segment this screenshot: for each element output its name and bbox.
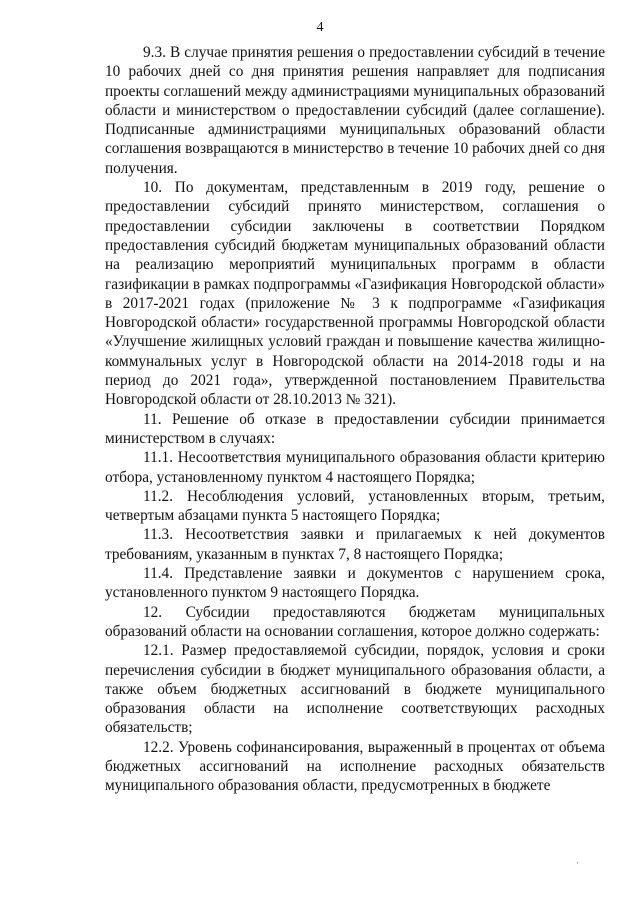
paragraph-11-3: 11.3. Несоответствия заявки и прилагаемых к ней документов требованиям, указанным в пунктах 7, 8 настоящего Порядка; xyxy=(105,526,605,563)
paragraph-11-4: 11.4. Представление заявки и документов с нарушением срока, установленного пунктом 9 настоящего Порядка. xyxy=(105,565,605,602)
paragraph-12-2: 12.2. Уровень софинансирования, выраженный в процентах от объема бюджетных ассигнований на исполнение расходных обязательств муниципального образования области, предусмотренных в бюджете xyxy=(105,738,605,795)
paragraph-11-1: 11.1. Несоответствия муниципального образования области критерию отбора, установленному пунктом 4 настоящего Порядка; xyxy=(105,449,605,486)
page-number: 4 xyxy=(316,20,324,35)
paragraph-9-3: 9.3. В случае принятия решения о предоставлении субсидий в течение 10 рабочих дней со дня принятия решения направляет для подписания проекты соглашений между администрациями муниципальных образований области и министерством о предоставлении субсидий (далее соглашение). Подписанные администрациями муниципальных образований области соглашения возвращаются в министерство в течение 10 рабочих дней со дня получения. xyxy=(105,44,605,177)
scan-speck: · xyxy=(576,858,579,868)
paragraph-11-2: 11.2. Несоблюдения условий, установленных вторым, третьим, четвертым абзацами пункта 5 настоящего Порядка; xyxy=(105,487,605,525)
paragraph-10: 10. По документам, представленным в 2019 году, решение о предоставлении субсидий принято министерством, соглашения о предоставлении субсидии заключены в соответствии Порядком предоставления субсидий бюджетам муниципальных образований области на реализацию мероприятий муниципальных программ в области газификации в рамках подпрограммы «Газификация Новгородской области» в 2017-2021 годах (приложение № 3 к подпрограмме «Газификация Новгородской области» государственной программы Новгородской области «Улучшение жилищных условий граждан и повышение качества жилищно-коммунальных услуг в Новгородской области на 2014-2018 годы и на период до 2021 года», утвержденной постановлением Правительства Новгородской области от 28.10.2013 № 321). xyxy=(105,179,605,409)
paragraph-11: 11. Решение об отказе в предоставлении субсидии принимается министерством в случаях: xyxy=(105,410,605,447)
paragraph-12-1: 12.1. Размер предоставляемой субсидии, порядок, условия и сроки перечисления субсидии в бюджет муниципального образования области, а также объем бюджетных ассигнований в бюджете муниципального образования области на исполнение соответствующих расходных обязательств; xyxy=(105,642,605,737)
paragraph-12: 12. Субсидии предоставляются бюджетам муниципальных образований области на основании соглашения, которое должно содержать: xyxy=(105,603,605,640)
document-body xyxy=(105,43,605,796)
